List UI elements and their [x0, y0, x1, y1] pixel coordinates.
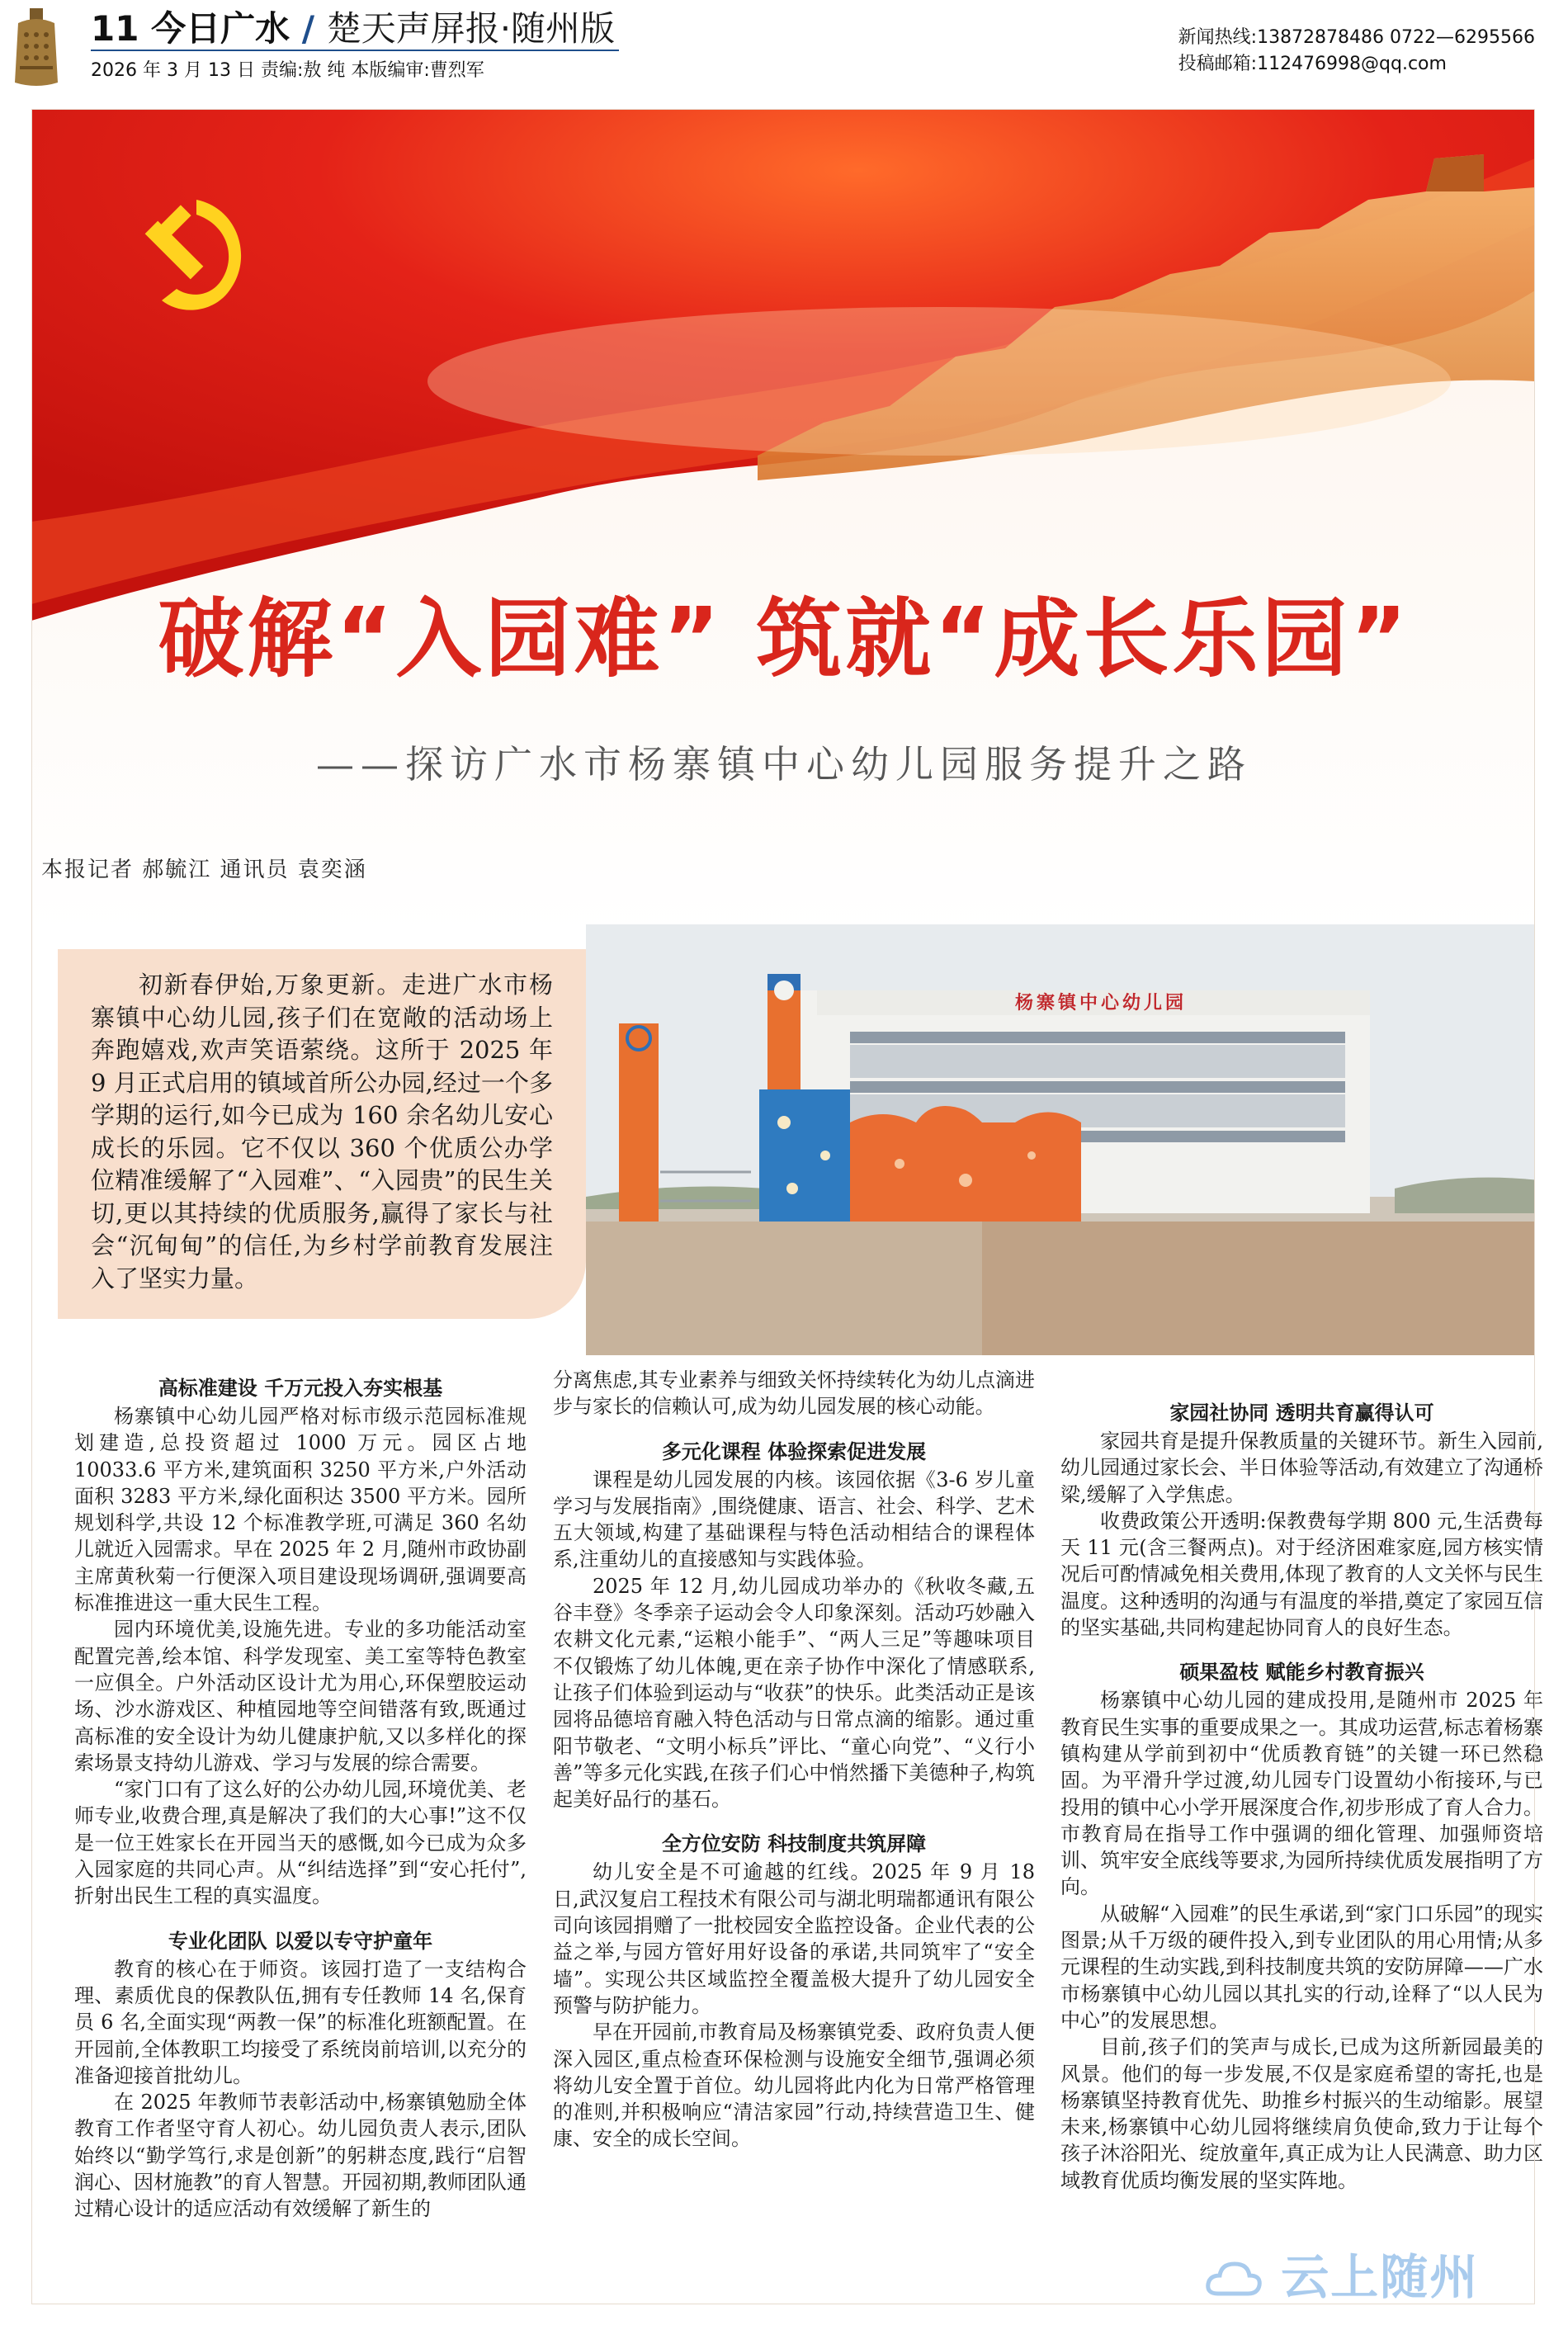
paragraph: 幼儿安全是不可逾越的红线。2025 年 9 月 18 日,武汉复启工程技术有限公司与湖北明瑞都通讯有限公司向该园捐赠了一批校园安全监控设备。企业代表的公益之举,与园方管好用好设备的承诺,共同筑牢了“安全墙”。实现公共区域监控全覆盖极大提升了幼儿园安全预警与防护能力。	[553, 1860, 1035, 2017]
paragraph: 课程是幼儿园发展的内核。该园依据《3-6 岁儿童学习与发展指南》,围绕健康、语言、社会、科学、艺术五大领域,构建了基础课程与特色活动相结合的课程体系,注重幼儿的直接感知与实践体验。	[553, 1467, 1035, 1571]
section-heading: 多元化课程 体验探索促进发展	[661, 1439, 927, 1463]
section-heading: 专业化团队 以爱以专守护童年	[168, 1929, 433, 1953]
lead-paragraph: 初新春伊始,万象更新。走进广水市杨寨镇中心幼儿园,孩子们在宽敞的活动场上奔跑嬉戏,欢声笑语萦绕。这所于 2025 年 9 月正式启用的镇域首所公办园,经过一个多学期的运行,如今已成为 160 余名幼儿安心成长的乐园。它不仅以 360 个优质公办学位精准缓解了“入园难”、“入园贵”的民生关切,更以其持续的优质服务,赢得了家长与社会“沉甸甸”的信任,为乡村学前教育发展注入了坚实力量。	[91, 971, 553, 1292]
title-slash: /	[301, 8, 315, 49]
paragraph: 在 2025 年教师节表彰活动中,杨寨镇勉励全体教育工作者坚守育人初心。幼儿园负责人表示,团队始终以“勤学笃行,求是创新”的躬耕态度,践行“启智润心、因材施教”的育人智慧。开园初期,教师团队通过精心设计的适应活动有效缓解了新生的	[74, 2091, 527, 2221]
page-title	[91, 2, 615, 51]
contact-info	[1178, 25, 1535, 78]
watermark	[1205, 2238, 1479, 2308]
paragraph: 教育的核心在于师资。该园打造了一支结构合理、素质优良的保教队伍,拥有专任教师 14 名,保育员 6 名,全面实现“两教一保”的标准化班额配置。在开园前,全体教职工均接受了系统岗前培训,以充分的准备迎接首批幼儿。	[74, 1957, 527, 2087]
section-heading: 家园社协同 透明共育赢得认可	[1169, 1401, 1434, 1425]
article-column-1	[74, 1367, 527, 2223]
cloud-icon	[1205, 2257, 1263, 2299]
paragraph: “家门口有了这么好的公办幼儿园,环境优美、老师专业,收费合理,真是解决了我们的大心事!”这不仅是一位王姓家长在开园当天的感慨,如今已成为众多入园家庭的共同心声。从“纠结选择”到“安心托付”,折射出民生工程的真实温度。	[74, 1778, 527, 1908]
kindergarten-sign: 杨寨镇中心幼儿园	[1015, 992, 1188, 1014]
masthead-rule	[91, 50, 619, 51]
article-column-2	[553, 1367, 1035, 2153]
headline: 破解“入园难” 筑就“成长乐园”	[158, 588, 1410, 689]
paragraph: 园内环境优美,设施先进。专业的多功能活动室配置完善,绘本馆、科学发现室、美工室等特色教室一应俱全。户外活动区设计尤为用心,环保塑胶运动场、沙水游戏区、种植园地等空间错落有致,既通过高标准的安全设计为幼儿健康护航,又以多样化的探索场景支持幼儿游戏、学习与发展的综合需要。	[74, 1618, 527, 1774]
paragraph: 目前,孩子们的笑声与成长,已成为这所新园最美的风景。他们的每一步发展,不仅是家庭希望的寄托,也是杨寨镇坚持教育优先、助推乡村振兴的生动缩影。展望未来,杨寨镇中心幼儿园将继续肩负使命,致力于让每个孩子沐浴阳光、绽放童年,真正成为让人民满意、助力区域教育优质均衡发展的坚实阵地。	[1060, 2035, 1543, 2192]
paragraph: 杨寨镇中心幼儿园严格对标市级示范园标准规划建造,总投资超过 1000 万元。园区占地 10033.6 平方米,建筑面积 3250 平方米,户外活动面积 3283 平方米,绿化面积达 3500 平方米。园所规划科学,共设 12 个标准教学班,可满足 360 名幼儿就近入园需求。早在 2025 年 2 月,随州市政协副主席黄秋菊一行便深入项目建设现场调研,强调要高标准推进这一重大民生工程。	[74, 1405, 527, 1615]
paragraph: 2025 年 12 月,幼儿园成功举办的《秋收冬藏,五谷丰登》冬季亲子运动会令人印象深刻。活动巧妙融入农耕文化元素,“运粮小能手”、“两人三足”等趣味项目不仅锻炼了幼儿体魄,更在亲子协作中深化了情感联系,让孩子们体验到运动与“收获”的快乐。此类活动正是该园将品德培育融入特色活动与日常点滴的缩影。通过重阳节敬老、“文明小标兵”评比、“童心向党”、“义行小善”等多元化实践,在孩子们心中悄然播下美德种子,构筑起美好品行的基石。	[553, 1574, 1035, 1812]
dateline: 2026 年 3 月 13 日 责编:敖 纯 本版编审:曹烈军	[91, 60, 484, 81]
section-heading: 硕果盈枝 赋能乡村教育振兴	[1179, 1661, 1424, 1685]
paragraph: 家园共育是提升保教质量的关键环节。新生入园前,幼儿园通过家长会、半日体验等活动,有效建立了沟通桥梁,缓解了入学焦虑。	[1060, 1429, 1543, 1506]
paragraph: 从破解“入园难”的民生承诺,到“家门口乐园”的现实图景;从千万级的硬件投入,到专业团队的用心用情;从多元课程的生动实践,到科技制度共筑的安防屏障——广水市杨寨镇中心幼儿园以其扎实的行动,诠释了“以人民为中心”的发展思想。	[1060, 1902, 1543, 2032]
banner-artwork	[31, 109, 1535, 934]
section-heading: 高标准建设 千万元投入夯实根基	[158, 1377, 443, 1400]
section-heading: 全方位安防 科技制度共筑屏障	[661, 1832, 927, 1856]
submission-email: 投稿邮箱:112476998@qq.com	[1178, 54, 1447, 74]
watermark-text: 云上随州	[1281, 2249, 1480, 2305]
subtitle: ——探访广水市杨寨镇中心幼儿园服务提升之路	[316, 742, 1252, 787]
bronze-bell-logo-icon	[12, 7, 61, 89]
news-hotline: 新闻热线:13872878486 0722—6295566	[1178, 27, 1535, 48]
kindergarten-photo	[586, 924, 1535, 1355]
paragraph: 杨寨镇中心幼儿园的建成投用,是随州市 2025 年教育民生实事的重要成果之一。其成功运营,标志着杨寨镇构建从学前到初中“优质教育链”的关键一环已然稳固。为平滑升学过渡,幼儿园专门设置幼小衔接环,与已投用的镇中心小学开展深度合作,初步形成了育人合力。市教育局在指导工作中强调的细化管理、加强师资培训、筑牢安全底线等要求,为园所持续优质发展指明了方向。	[1060, 1689, 1543, 1899]
page-number: 11	[91, 8, 139, 49]
section-name: 今日广水	[151, 8, 290, 49]
byline: 本报记者 郝毓江 通讯员 袁奕涵	[41, 858, 367, 882]
paragraph: 分离焦虑,其专业素养与细致关怀持续转化为幼儿点滴进步与家长的信赖认可,成为幼儿园发展的核心动能。	[553, 1368, 1035, 1419]
edition-name: 楚天声屏报·随州版	[326, 8, 616, 49]
masthead	[0, 0, 1568, 99]
paragraph: 收费政策公开透明:保教费每学期 800 元,生活费每天 11 元(含三餐两点)。对于经济困难家庭,园方核实情况后可酌情减免相关费用,体现了教育的人文关怀与民生温度。这种透明的沟通与有温度的举措,奠定了家园互信的坚实基础,共同构建起协同育人的良好生态。	[1060, 1509, 1543, 1640]
paragraph: 早在开园前,市教育局及杨寨镇党委、政府负责人便深入园区,重点检查环保检测与设施安全细节,强调必须将幼儿安全置于首位。幼儿园将此内化为日常严格管理的准则,并积极响应“清洁家园”行动,持续营造卫生、健康、安全的成长空间。	[553, 2020, 1035, 2151]
article-column-3	[1060, 1392, 1543, 2194]
